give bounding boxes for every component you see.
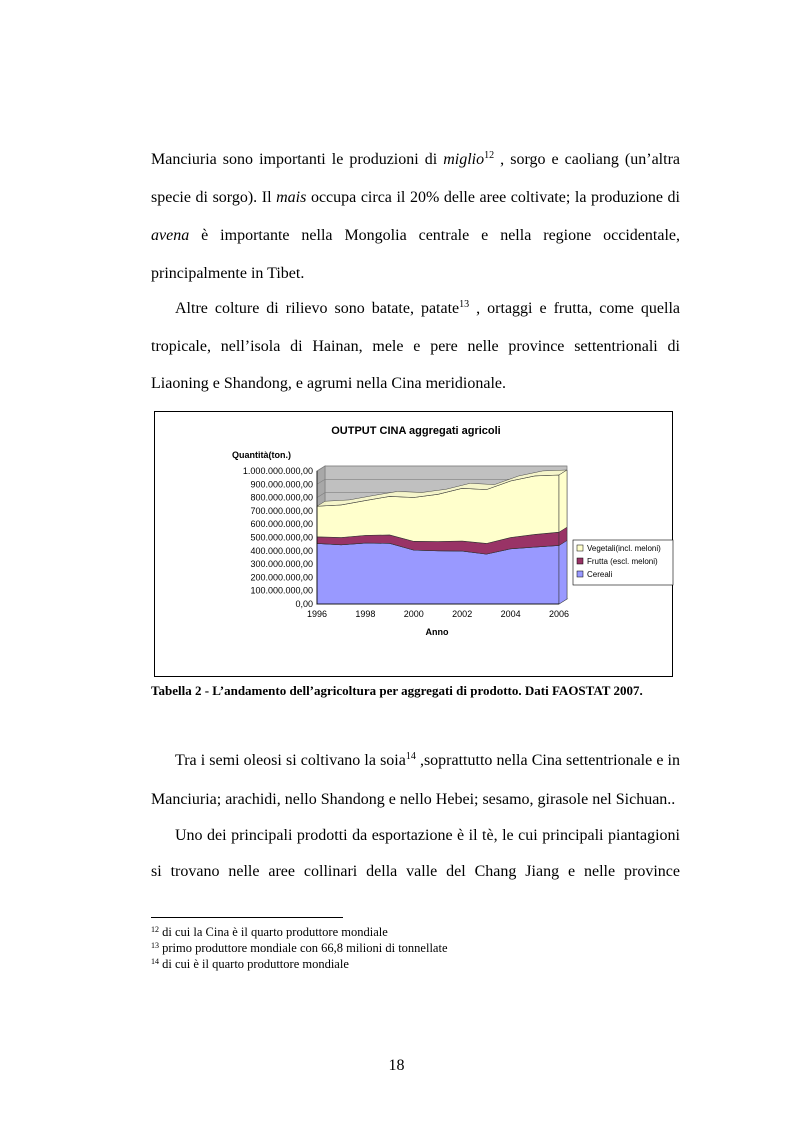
paragraph-line: Uno dei principali prodotti da esportazione è il tè, le cui principali piantagioni [175, 827, 680, 844]
legend-label: Cereali [587, 570, 613, 579]
footnote-number: 13 [151, 941, 159, 950]
legend-swatch [577, 571, 583, 577]
y-tick-label: 0,00 [295, 599, 313, 609]
y-tick-label: 900.000.000,00 [250, 479, 313, 490]
italic-term: mais [276, 189, 307, 206]
paragraph-line [151, 226, 680, 246]
text-span: Manciuria sono importanti le produzioni di [151, 151, 444, 168]
paragraph-line [151, 150, 680, 170]
text-span: , ortaggi e frutta, come quella [469, 300, 681, 317]
area-series-side [559, 540, 567, 604]
x-tick-label: 2000 [403, 609, 424, 619]
y-tick-label: 200.000.000,00 [250, 572, 313, 583]
footnote [151, 924, 388, 940]
paragraph-line: tropicale, nell’isola di Hainan, mele e pere nelle province settentrionali di [151, 338, 680, 355]
text-span: Altre colture di rilievo sono batate, patate [175, 300, 460, 317]
y-axis-label: Quantità(ton.) [232, 450, 291, 460]
text-span: ,soprattutto nella Cina settentrionale e in [415, 752, 680, 769]
paragraph-line: si trovano nelle aree collinari della valle del Chang Jiang e nelle province [151, 863, 680, 880]
footnote-number: 14 [151, 957, 159, 966]
legend-swatch [577, 545, 583, 551]
area-series-side [559, 470, 567, 532]
legend-swatch [577, 558, 583, 564]
text-span: è importante nella Mongolia centrale e nella regione occidentale, [189, 227, 680, 244]
paragraph-line: Liaoning e Shandong, e agrumi nella Cina meridionale. [151, 375, 507, 392]
chart-title: OUTPUT CINA aggregati agricoli [331, 425, 501, 437]
x-tick-label: 2006 [548, 609, 570, 619]
y-tick-label: 700.000.000,00 [250, 505, 313, 516]
footnote-separator [151, 917, 343, 918]
legend-label: Vegetali(incl. meloni) [587, 544, 661, 553]
footnote-text: primo produttore mondiale con 66,8 milioni di tonnellate [162, 941, 448, 955]
y-tick-label: 500.000.000,00 [250, 532, 313, 543]
y-tick-label: 100.000.000,00 [250, 585, 313, 596]
area-series [317, 543, 559, 604]
area-chart [155, 412, 674, 678]
y-tick-label: 300.000.000,00 [250, 559, 313, 570]
footnote-text: di cui la Cina è il quarto produttore mondiale [162, 925, 388, 939]
x-tick-label: 1998 [355, 609, 376, 619]
footnote-ref: 13 [459, 299, 470, 310]
text-span: , sorgo e caoliang (un’altra [494, 151, 680, 168]
y-tick-label: 600.000.000,00 [250, 519, 313, 530]
x-tick-label: 2002 [452, 609, 473, 619]
y-tick-label: 800.000.000,00 [250, 492, 313, 503]
italic-term: miglio [443, 151, 485, 168]
footnote-text: di cui è il quarto produttore mondiale [162, 957, 349, 971]
x-tick-label: 1996 [306, 609, 328, 619]
footnote-ref: 12 [484, 150, 495, 161]
page-number: 18 [388, 1057, 405, 1074]
y-tick-label: 1.000.000.000,00 [242, 466, 313, 476]
x-tick-label: 2004 [500, 609, 521, 619]
legend-label: Frutta (escl. meloni) [587, 557, 658, 566]
text-span: specie di sorgo). Il [151, 189, 277, 206]
paragraph-line [151, 188, 680, 208]
x-axis-label: Anno [425, 627, 449, 637]
paragraph-line: Manciuria; arachidi, nello Shandong e nello Hebei; sesamo, girasole nel Sichuan.. [151, 791, 676, 808]
footnote-ref: 14 [405, 751, 416, 762]
text-span: Tra i semi oleosi si coltivano la soia [175, 752, 406, 769]
footnote [151, 940, 448, 956]
paragraph-line [175, 299, 680, 319]
table-caption: Tabella 2 - L’andamento dell’agricoltura per aggregati di prodotto. Dati FAOSTAT 2007. [151, 683, 643, 698]
italic-term: avena [151, 227, 190, 244]
text-span: occupa circa il 20% delle aree coltivate; la produzione di [306, 189, 681, 206]
paragraph-line: principalmente in Tibet. [151, 265, 305, 282]
footnote-number: 12 [151, 925, 159, 934]
footnote [151, 956, 349, 972]
y-tick-label: 400.000.000,00 [250, 545, 313, 556]
paragraph-line [175, 751, 680, 771]
chart-frame [154, 411, 673, 677]
